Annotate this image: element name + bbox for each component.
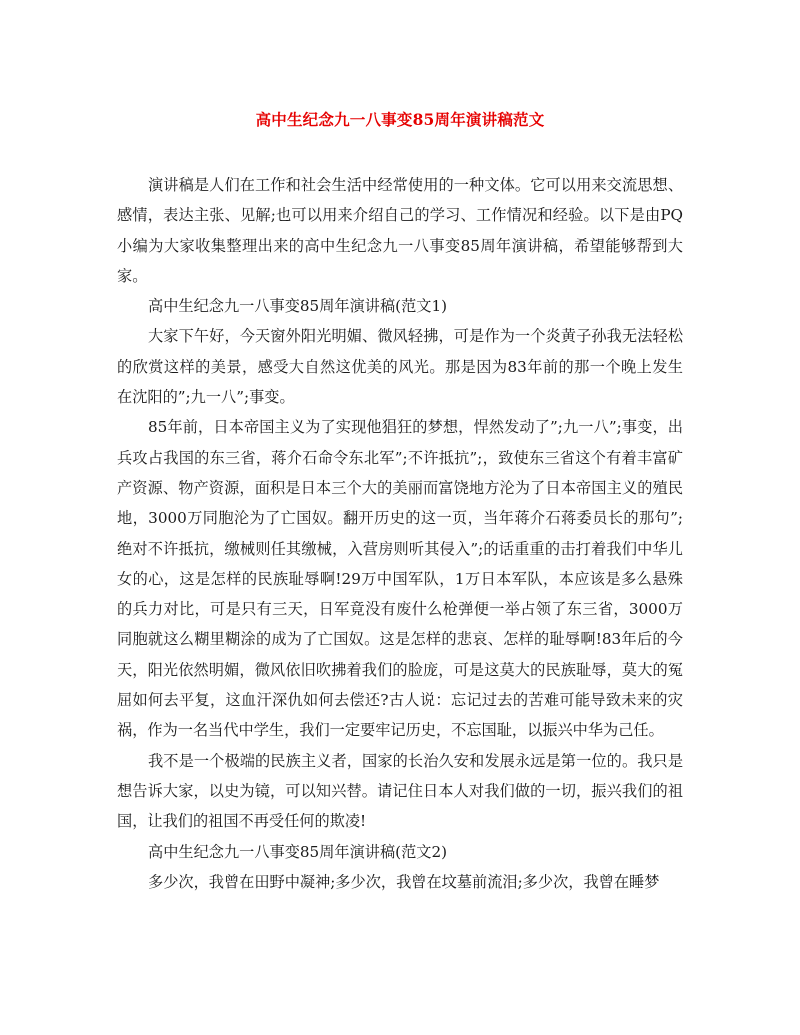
- section-heading-1: 高中生纪念九一八事变85周年演讲稿(范文1): [148, 297, 448, 316]
- body-paragraph: 85年前，日本帝国主义为了实现他猖狂的梦想，悍然发动了”;九一八”;事变，出兵攻占我国的东三省，蒋介石命令东北军”;不许抵抗”;，致使东三省这个有着丰富矿产资源、物产资源，面积是日本三个大的美丽而富饶地方沦为了日本帝国主义的殖民地，3000万同胞沦为了亡国奴。翻开历史的这一页，当年蒋介石蒋委员长的那句”;绝对不许抵抗，缴械则任其缴械，入营房则听其侵入”;的话重重的击打着我们中华儿女的心，这是怎样的民族耻辱啊!29万中国军队，1万日本军队，本应该是多么悬殊的兵力对比，可是只有三天，日军竟没有废什么枪弹便一举占领了东三省，3000万同胞就这么糊里糊涂的成为了亡国奴。这是怎样的悲哀、怎样的耻辱啊!83年后的今天，阳光依然明媚，微风依旧吹拂着我们的脸庞，可是这莫大的民族耻辱，莫大的冤屈如何去平复，这血汗深仇如何去偿还?古人说：忘记过去的苦难可能导致未来的灾祸，作为一名当代中学生，我们一定要牢记历史，不忘国耻，以振兴中华为己任。: [117, 418, 683, 740]
- section-heading-2: 高中生纪念九一八事变85周年演讲稿(范文2): [148, 842, 448, 861]
- body-paragraph: 多少次，我曾在田野中凝神;多少次，我曾在坟墓前流泪;多少次，我曾在睡梦: [148, 872, 660, 891]
- intro-paragraph: 演讲稿是人们在工作和社会生活中经常使用的一种文体。它可以用来交流思想、感情，表达主张、见解;也可以用来介绍自己的学习、工作情况和经验。以下是由PQ小编为大家收集整理出来的高中生纪念九一八事变85周年演讲稿，希望能够帮到大家。: [117, 176, 683, 285]
- document-title: 高中生纪念九一八事变85周年演讲稿范文: [255, 110, 545, 129]
- body-paragraph: 大家下午好，今天窗外阳光明媚、微风轻拂，可是作为一个炎黄子孙我无法轻松的欣赏这样的美景，感受大自然这优美的风光。那是因为83年前的那一个晚上发生在沈阳的”;九一八”;事变。: [117, 327, 683, 407]
- document-body: [117, 170, 683, 897]
- body-paragraph: 我不是一个极端的民族主义者，国家的长治久安和发展永远是第一位的。我只是想告诉大家，以史为镜，可以知兴替。请记住日本人对我们做的一切，振兴我们的祖国，让我们的祖国不再受任何的欺凌!: [117, 751, 683, 831]
